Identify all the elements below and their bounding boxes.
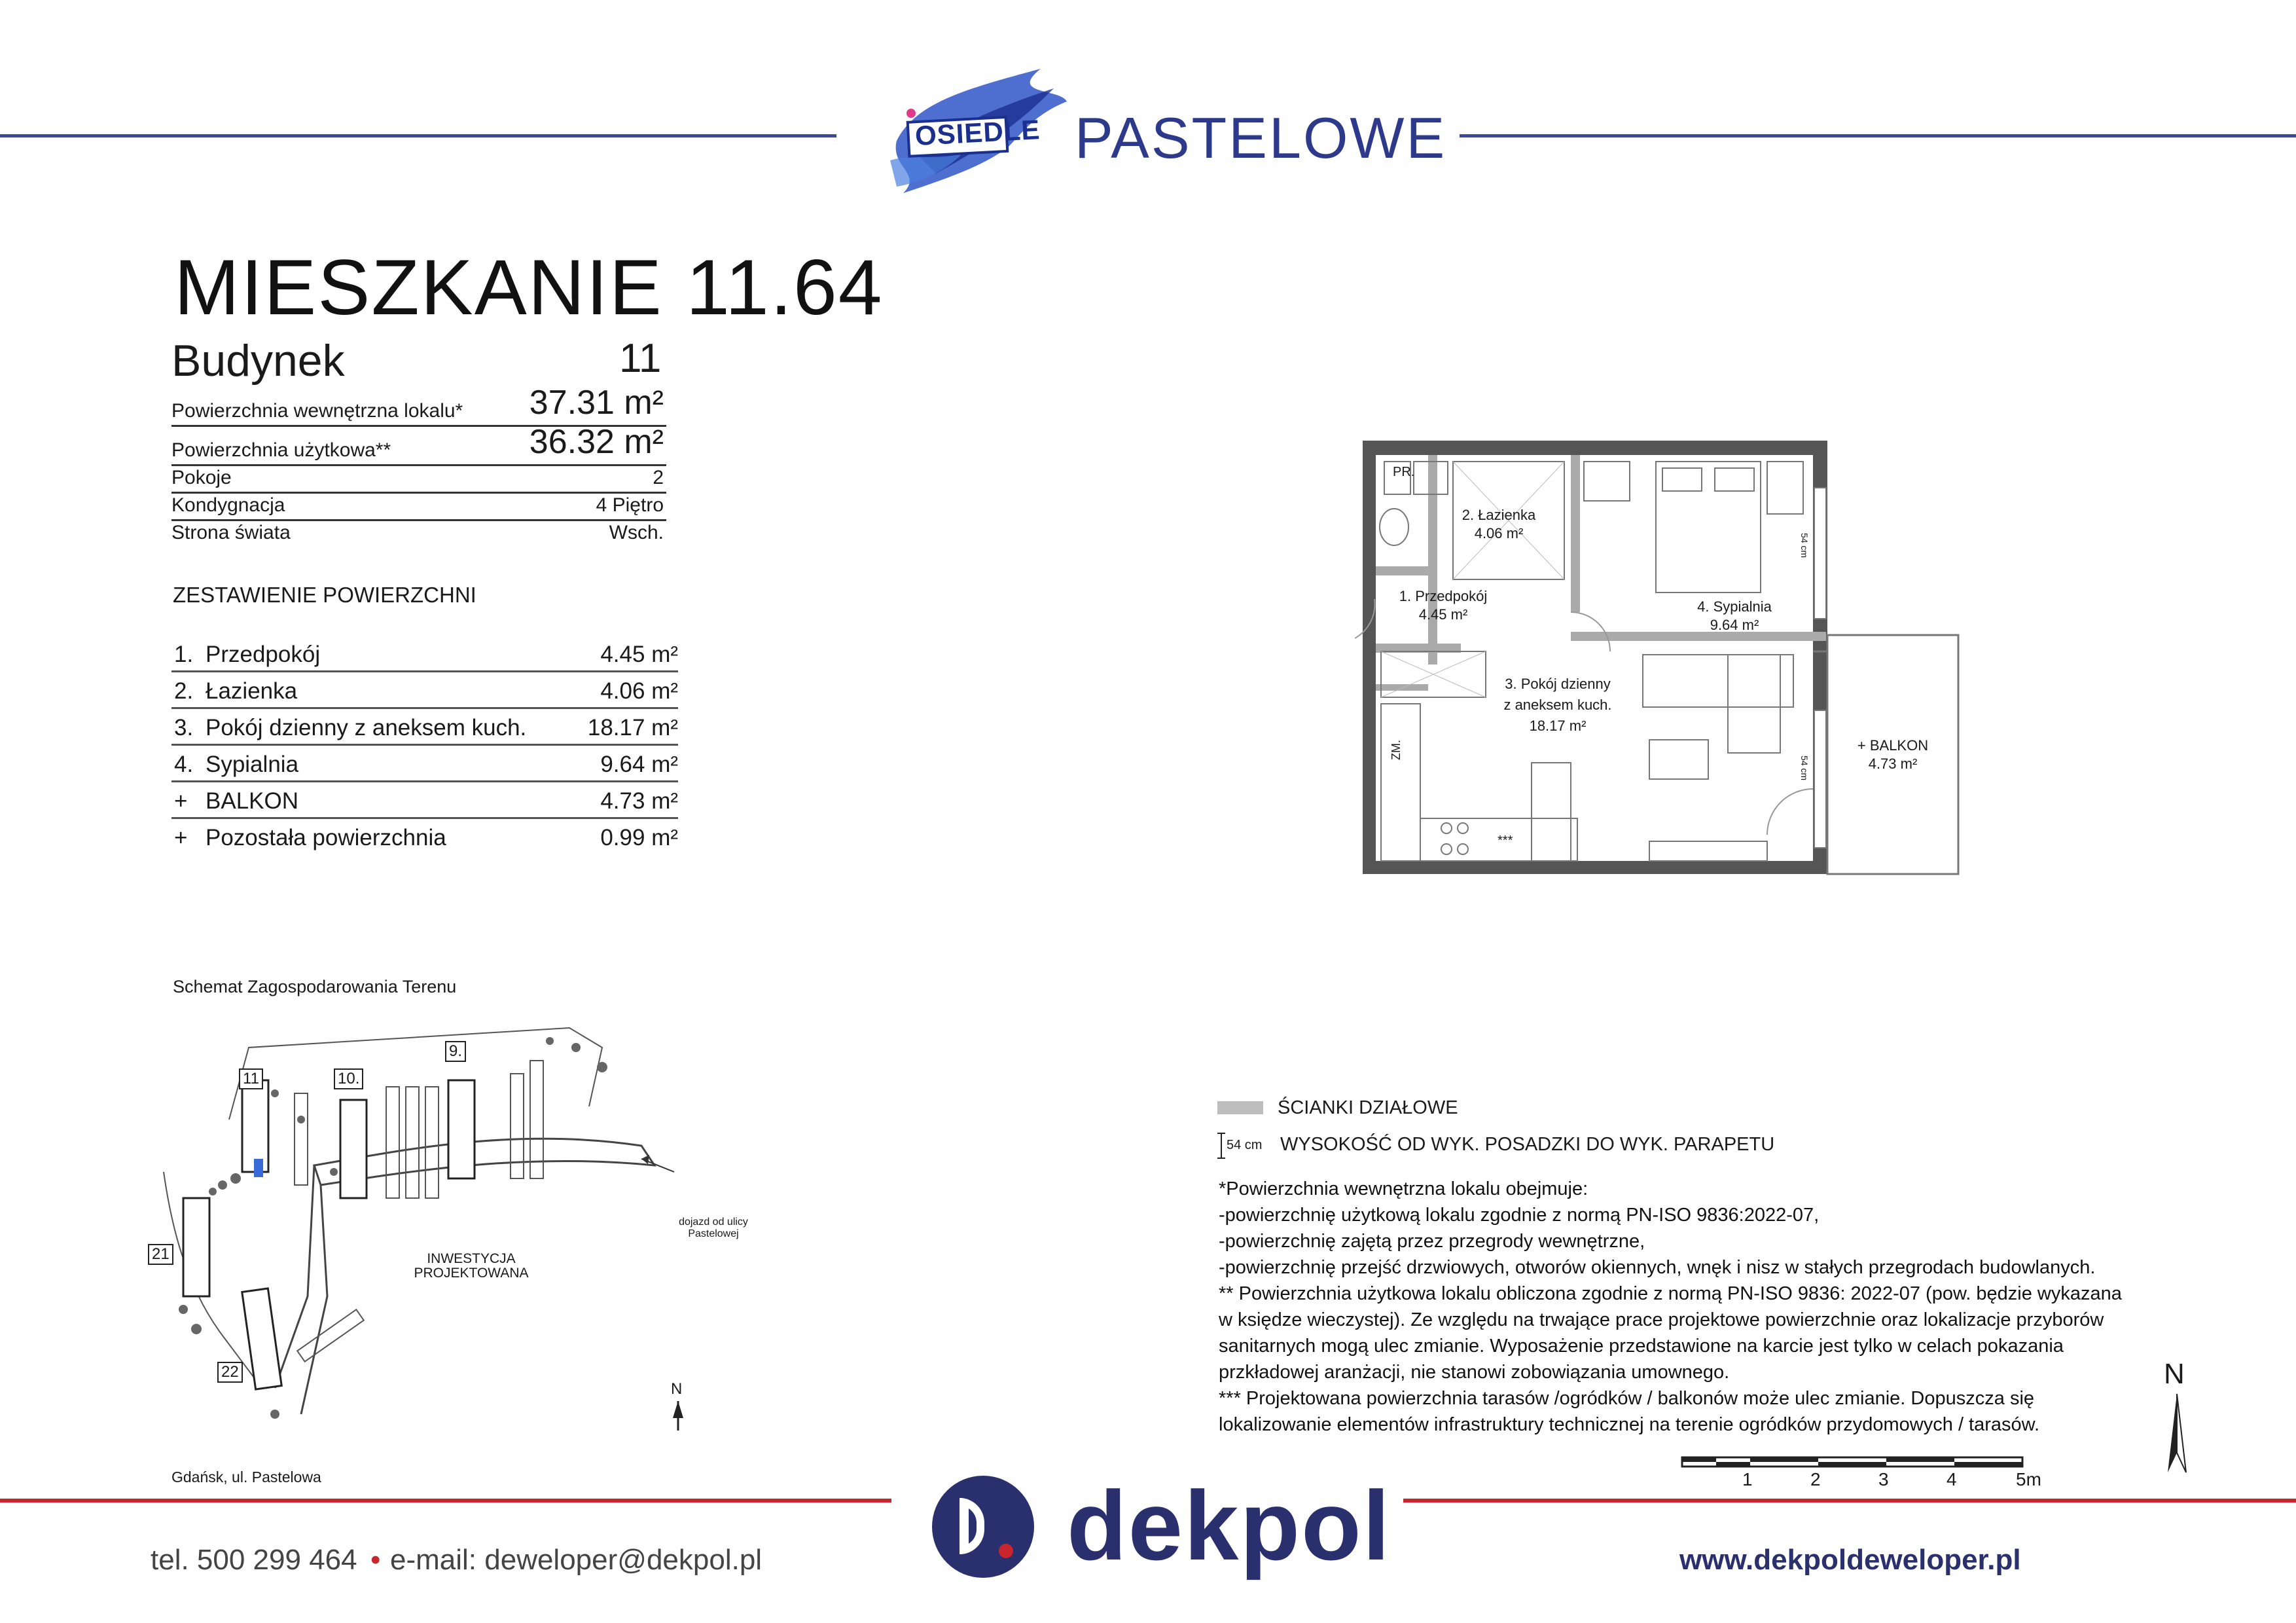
note-line: sanitarnych mogą ulec zmianie. Wyposażenie przedstawione na karcie jest tylko w celach pokazania	[1219, 1336, 2064, 1357]
note-line: przkładowej aranżacji, nie stanowi zobowiązania umownego.	[1219, 1362, 1730, 1383]
access-line: Pastelowej	[688, 1228, 739, 1239]
summary-row	[171, 672, 678, 709]
building-value: 11	[619, 336, 662, 381]
dekpol-logo-icon	[932, 1476, 1034, 1578]
room-label	[1479, 674, 1636, 737]
osiedle-logo	[877, 62, 1073, 200]
north-arrow-icon	[2151, 1391, 2203, 1476]
detail-row	[171, 492, 666, 521]
summary-row	[171, 635, 678, 672]
summary-num: 2.	[174, 678, 194, 704]
summary-area: 4.45 m²	[600, 642, 678, 667]
note-line: ** Powierzchnia użytkowa lokalu obliczona zgodnie z normą PN-ISO 9836: 2022-07 (pow. będzie wykazana	[1219, 1283, 2122, 1304]
building-tag: 9.	[445, 1041, 466, 1062]
note-line: -powierzchnię zajętą przez przegrody wewnętrzne,	[1219, 1231, 1645, 1252]
floor-plan	[1355, 435, 1964, 881]
header-line-left	[0, 134, 836, 137]
note-line: *** Projektowana powierzchnia tarasów /ogródków / balkonów może ulec zmianie. Dopuszcza się	[1219, 1388, 2035, 1409]
zm-label: ZM.	[1390, 740, 1403, 760]
detail-label: Strona świata	[171, 522, 291, 543]
detail-row	[171, 425, 666, 466]
partition-swatch	[1217, 1101, 1263, 1114]
footer-website-link[interactable]: www.dekpoldeweloper.pl	[1679, 1544, 2021, 1576]
investment-line: INWESTYCJA	[427, 1251, 516, 1266]
north-label: N	[671, 1380, 683, 1398]
room-label	[1840, 737, 1945, 773]
summary-row	[171, 708, 678, 746]
note-line: lokalizowanie elementów infrastruktury technicznej na terenie ogródków przydomowych / tarasów.	[1219, 1414, 2040, 1435]
access-line: dojazd od ulicy	[679, 1216, 748, 1228]
summary-num: 1.	[174, 642, 194, 667]
summary-name: Sypialnia	[206, 752, 299, 777]
sill-label: 54 cm	[1799, 755, 1810, 781]
investment-line: PROJEKTOWANA	[414, 1266, 529, 1281]
legend-partition: ŚCIANKI DZIAŁOWE	[1278, 1097, 1458, 1118]
summary-row	[171, 782, 678, 819]
sill-height-icon	[1217, 1133, 1225, 1159]
summary-name: Łazienka	[206, 678, 298, 704]
detail-value: Wsch.	[609, 522, 664, 543]
legend-sill-small: 54 cm	[1227, 1138, 1263, 1152]
detail-value: 36.32 m²	[529, 423, 664, 461]
site-plan	[144, 1021, 772, 1440]
summary-num: 4.	[174, 752, 194, 777]
room-name: 1. Przedpokój	[1399, 588, 1488, 604]
detail-value: 37.31 m²	[529, 384, 664, 422]
room-label	[1669, 598, 1800, 634]
summary-name: Przedpokój	[206, 642, 321, 667]
scale-tick: 1	[1742, 1469, 1753, 1489]
site-plan-heading: Schemat Zagospodarowania Terenu	[173, 977, 457, 996]
apartment-title: MIESZKANIE 11.64	[174, 244, 884, 331]
note-line: *Powierzchnia wewnętrzna lokalu obejmuje:	[1219, 1178, 1588, 1199]
room-name: 4. Sypialnia	[1697, 598, 1772, 615]
note-line: -powierzchnię użytkową lokalu zgodnie z normą PN-ISO 9836:2022-07,	[1219, 1205, 1820, 1226]
scale-bar	[1677, 1455, 2030, 1474]
scale-tick: 5m	[2016, 1469, 2041, 1489]
detail-label: Powierzchnia wewnętrzna lokalu*	[171, 400, 463, 422]
logo-osiedle-text: OSIEDLE	[914, 114, 1041, 151]
detail-label: Kondygnacja	[171, 494, 285, 516]
building-tag: 21	[148, 1244, 173, 1265]
scale-tick: 4	[1946, 1469, 1957, 1489]
scale-tick: 2	[1810, 1469, 1821, 1489]
sill-label: 54 cm	[1799, 532, 1810, 558]
summary-row	[171, 818, 678, 854]
summary-num: +	[174, 825, 188, 850]
summary-area: 4.06 m²	[600, 678, 678, 704]
room-label	[1433, 506, 1564, 543]
detail-value: 2	[653, 467, 664, 488]
footer-dot: •	[370, 1544, 381, 1576]
room-name: 2. Łazienka	[1462, 507, 1536, 523]
logo-pastelowe-text: PASTELOWE	[1075, 105, 1447, 170]
detail-label: Pokoje	[171, 467, 232, 488]
pr-label: PR.	[1393, 465, 1415, 479]
room-area: 4.45 m²	[1418, 606, 1468, 623]
detail-label: Powierzchnia użytkowa**	[171, 439, 391, 461]
scale-tick: 3	[1878, 1469, 1889, 1489]
room-name-line2: z aneksem kuch.	[1503, 697, 1612, 713]
investment-label	[406, 1252, 537, 1281]
summary-name: Pozostała powierzchnia	[206, 825, 446, 850]
summary-name: BALKON	[206, 788, 298, 814]
room-area: 4.06 m²	[1474, 525, 1524, 541]
note-line: w księdze wieczystej). Ze względu na trwające prace projektowe powierzchnie oraz lokalizacje przyborów	[1219, 1309, 2104, 1330]
summary-heading: ZESTAWIENIE POWIERZCHNI	[173, 583, 476, 607]
footer-line-left	[0, 1499, 891, 1503]
room-name: 3. Pokój dzienny	[1505, 676, 1611, 692]
footer-email-link[interactable]: e-mail: deweloper@dekpol.pl	[390, 1544, 762, 1576]
summary-area: 4.73 m²	[600, 788, 678, 814]
detail-value: 4 Piętro	[596, 494, 664, 516]
room-area: 4.73 m²	[1868, 756, 1918, 772]
room-label	[1381, 587, 1505, 624]
access-label	[661, 1216, 766, 1240]
footer-line-right	[1403, 1499, 2296, 1503]
building-tag: 11	[239, 1068, 263, 1089]
detail-row	[171, 464, 666, 494]
building-label: Budynek	[171, 336, 345, 386]
building-tag: 10.	[334, 1068, 363, 1089]
header-line-right	[1460, 134, 2296, 137]
room-name: + BALKON	[1857, 737, 1929, 754]
room-area: 18.17 m²	[1529, 718, 1587, 734]
summary-num: +	[174, 788, 188, 814]
legend-sill: WYSOKOŚĆ OD WYK. POSADZKI DO WYK. PARAPETU	[1280, 1134, 1775, 1155]
footer-phone: tel. 500 299 464	[151, 1544, 357, 1576]
floor-plan-drawing	[1355, 435, 1964, 881]
summary-area: 18.17 m²	[587, 715, 678, 740]
north-label: N	[2164, 1358, 2185, 1390]
detail-row	[171, 383, 666, 427]
summary-num: 3.	[174, 715, 194, 740]
oven-label: ***	[1498, 833, 1513, 848]
summary-area: 9.64 m²	[600, 752, 678, 777]
room-area: 9.64 m²	[1710, 617, 1759, 633]
note-line: -powierzchnię przejść drzwiowych, otworów okiennych, wnęk i nisz w stałych przegrodach budowlanych.	[1219, 1257, 2096, 1278]
building-tag: 22	[217, 1362, 243, 1383]
detail-row	[171, 519, 666, 547]
location-label: Gdańsk, ul. Pastelowa	[171, 1468, 321, 1486]
summary-name: Pokój dzienny z aneksem kuch.	[206, 715, 527, 740]
summary-row	[171, 745, 678, 782]
dekpol-brand: dekpol	[1067, 1470, 1391, 1580]
summary-area: 0.99 m²	[600, 825, 678, 850]
